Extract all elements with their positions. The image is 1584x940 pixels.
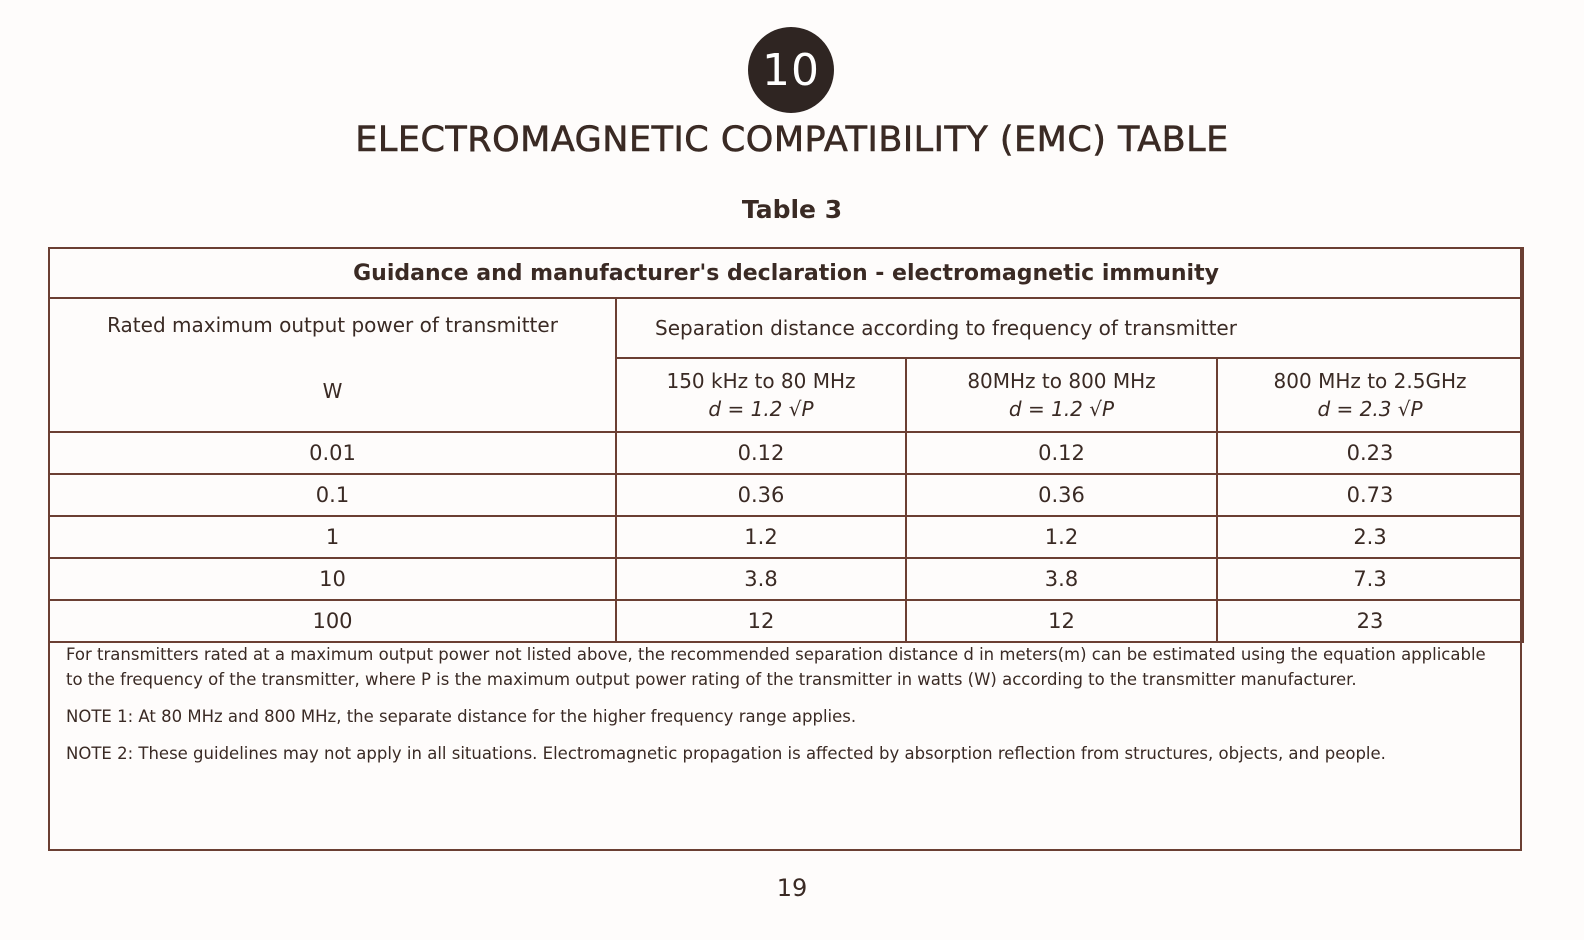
chapter-number-badge: 10 [748, 27, 834, 113]
power-header-unit: W [322, 379, 343, 403]
power-value: 1 [49, 516, 616, 558]
distance-formula: d = 1.2 √P [1008, 397, 1115, 421]
distance-value: 0.36 [616, 474, 906, 516]
frequency-range: 800 MHz to 2.5GHz [1273, 369, 1467, 393]
frequency-range: 150 kHz to 80 MHz [666, 369, 856, 393]
distance-value: 3.8 [616, 558, 906, 600]
distance-value: 3.8 [906, 558, 1217, 600]
page-number: 19 [776, 874, 808, 902]
power-value: 10 [49, 558, 616, 600]
distance-value: 0.12 [616, 432, 906, 474]
distance-value: 23 [1217, 600, 1523, 642]
distance-value: 0.23 [1217, 432, 1523, 474]
distance-value: 0.36 [906, 474, 1217, 516]
separation-distance-header: Separation distance according to frequency of transmitter [616, 298, 1523, 358]
distance-value: 12 [906, 600, 1217, 642]
note-1: NOTE 1: At 80 MHz and 800 MHz, the separate distance for the higher frequency range applies. [66, 707, 857, 726]
distance-value: 1.2 [906, 516, 1217, 558]
table-caption: Guidance and manufacturer's declaration - electromagnetic immunity [49, 248, 1523, 298]
distance-value: 2.3 [1217, 516, 1523, 558]
power-value: 100 [49, 600, 616, 642]
distance-formula: d = 2.3 √P [1317, 397, 1423, 421]
power-value: 0.01 [49, 432, 616, 474]
notes-intro: For transmitters rated at a maximum output power not listed above, the recommended separation distance d in meters(m) can be estimated using the equation applicable to the frequency of the transmitter, where P is the maximum output power rating of the transmitter in watts (W) according to the transmitter manufacturer. [66, 645, 1486, 689]
distance-value: 12 [616, 600, 906, 642]
distance-value: 1.2 [616, 516, 906, 558]
distance-value: 0.12 [906, 432, 1217, 474]
table-notes [66, 642, 1496, 778]
note-2: NOTE 2: These guidelines may not apply in all situations. Electromagnetic propagation is affected by absorption reflection from structures, objects, and people. [66, 744, 1386, 763]
page-title: ELECTROMAGNETIC COMPATIBILITY (EMC) TABLE [355, 120, 1229, 160]
power-value: 0.1 [49, 474, 616, 516]
power-header-label: Rated maximum output power of transmitter [107, 313, 558, 337]
frequency-range: 80MHz to 800 MHz [967, 369, 1156, 393]
distance-value: 7.3 [1217, 558, 1523, 600]
table-label: Table 3 [741, 195, 843, 224]
distance-formula: d = 1.2 √P [708, 397, 814, 421]
distance-value: 0.73 [1217, 474, 1523, 516]
